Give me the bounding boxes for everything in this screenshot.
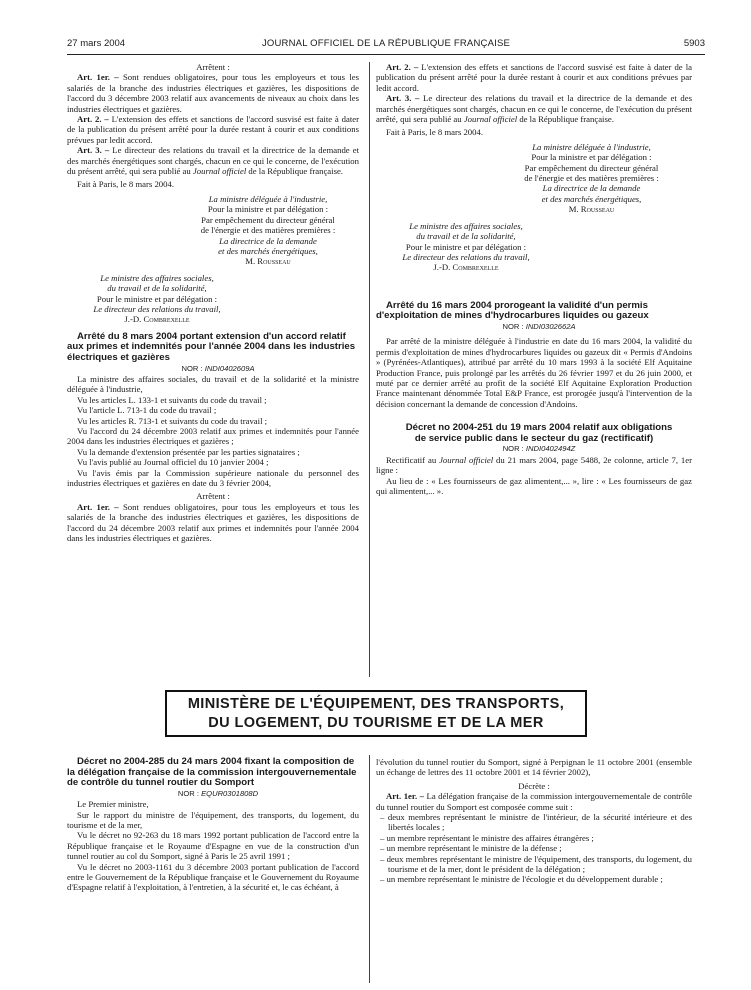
signature-line: de l'énergie et des matières premières : (200, 225, 336, 236)
running-header (67, 38, 705, 52)
signature-line: Le ministre des affaires sociales, (100, 272, 214, 283)
article-label: Art. 1er. – (77, 72, 119, 83)
signature-line: Le ministre des affaires sociales, (409, 220, 523, 231)
nor-code: EQUR0301808D (201, 788, 259, 798)
nor-label: NOR : (502, 321, 524, 331)
article-label: Art. 1er. – (77, 501, 119, 512)
nor-reference (376, 322, 692, 332)
list-item: – un membre représentant le ministre de l'écologie et du développement durable ; (380, 874, 663, 885)
signature-block-1 (177, 194, 359, 267)
nor-label: NOR : (502, 444, 524, 454)
vu-item: Vu les articles L. 133-1 et suivants du code du travail ; (77, 394, 267, 405)
nor-label: NOR : (181, 363, 203, 373)
signature-name: M. Rousseau (568, 204, 615, 215)
nor-label: NOR : (177, 788, 199, 798)
journal-name: Journal officiel (192, 166, 247, 177)
signature-line: Pour le ministre et par délégation : (96, 293, 218, 304)
decret-paragraph: Vu le décret no 2003-1161 du 3 décembre 2003 portant publication de l'accord entre le Gouvernement de la République française et le Gouvernement du Royaume d'Espagne relatif à l'exploitation, à l'entretien, à la sécurité et, le cas échéant, à (67, 861, 359, 893)
signature-block-1 (491, 142, 692, 215)
list-item: – un membre représentant le ministre des affaires étrangères ; (380, 832, 594, 843)
vu-item: Vu l'article L. 713-1 du code du travail ; (77, 405, 217, 416)
signature-line: de l'énergie et des matières premières : (524, 173, 659, 184)
signature-name: M. Rousseau (245, 256, 291, 267)
nor-reference (67, 364, 359, 374)
article-2 (376, 62, 692, 93)
signature-line: Par empêchement du directeur général (524, 162, 659, 173)
article-label: Art. 3. – (386, 93, 420, 104)
decret-paragraph: Le Premier ministre, (77, 799, 149, 810)
decret-title: Décret no 2004-285 du 24 mars 2004 fixant la composition de la délégation française de la commission intergouvernementale de contrôle du tunnel routier du Somport (67, 756, 357, 789)
decret-paragraph: Vu le décret no 92-263 du 18 mars 1992 portant publication de l'accord entre la République française et le Royaume d'Espagne en vue de la construction d'un tunnel routier au col du Somport, signé à Paris le 25 avril 1991 ; (67, 830, 359, 862)
article-label: Art. 3. – (77, 145, 110, 156)
arrete-body: Par arrêté de la ministre déléguée à l'industrie en date du 16 mars 2004, la validité du permis d'exploitation de mines d'hydrocarbures liquides ou gazeux dit « Permis d'Andoins » (Pyrénées-Atlantiques), attribué par arrêté du 10 mars 1993 à la société Elf Aquitaine Production France, puis prolongé par les arrêtés du 26 février 1997 et du 26 juin 2000, et muté par ce dernier arrêté au profit de la société Elf Aquitaine Exploration Production France maintenant dénommée Total E&P France, est prorogée jusqu'à l'intervention de la décision concernant la demande de concession d'Andoins. (376, 336, 692, 409)
column-divider-bottom (369, 755, 370, 983)
article-text: de la République française. (517, 114, 614, 125)
signature-line: Pour la ministre et par délégation : (207, 204, 329, 215)
text-span: du 21 mars 2004, page 5488, 2e colonne, article 7, 1er ligne : (376, 454, 692, 476)
decret-paragraph: Sur le rapport du ministre de l'équipement, des transports, du logement, du tourisme et de la mer, (67, 809, 359, 830)
right-column (376, 62, 692, 496)
text-span: Rectificatif au (386, 454, 440, 465)
journal-name: Journal officiel (439, 454, 494, 465)
signature-line: Le directeur des relations du travail, (93, 303, 221, 314)
left-column (67, 62, 359, 543)
article-text: Le directeur des relations du travail et la directrice de la demande et des marchés énergétiques sont chargés, chacun en ce qui le concerne, de l'exécution du présent arrêté, qui sera publié au (376, 93, 692, 125)
article-3 (67, 145, 359, 176)
article-text: Sont rendues obligatoires, pour tous les employeurs et tous les salariés de la branche des industries électriques et gazières, les dispositions de l'accord du 24 décembre 2003 relatif aux primes et indemnités pour l'année 2004 dans les industries électriques et gazières. (67, 501, 359, 544)
article-text: L'extension des effets et sanctions de l'accord susvisé est faite à dater de la publication du présent arrêté pour la durée restant à courir et aux conditions prévues par ledit accord. (67, 114, 359, 145)
article-text: Le directeur des relations du travail et la directrice de la demande et des marchés énergétiques sont chargés, chacun en ce qui le concerne, de l'exécution du présent arrêté, qui sera publié au (67, 145, 359, 177)
signature-line: La directrice de la demande (219, 235, 317, 246)
arrete-title: Arrêté du 16 mars 2004 prorogeant la validité d'un permis d'exploitation de mines d'hydrocarbures liquides ou gazeux (376, 299, 649, 322)
list-item: – un membre représentant le ministre de la défense ; (380, 843, 562, 854)
article-1 (67, 72, 359, 114)
vu-item: Vu les articles R. 713-1 et suivants du code du travail ; (77, 415, 268, 426)
delegation-members-list (376, 812, 692, 885)
signature-line: Pour la ministre et par délégation : (531, 152, 652, 163)
signature-line: Pour le ministre et par délégation : (405, 241, 527, 252)
header-rule (67, 54, 705, 55)
article-label: Art. 1er. – (386, 791, 424, 802)
article-text: L'extension des effets et sanctions de l'accord susvisé est faite à dater de la publication du présent arrêté pour la durée restant à courir et aux conditions prévues par ledit accord. (376, 62, 692, 93)
signature-line: Le directeur des relations du travail, (402, 251, 530, 262)
article-label: Art. 2. – (386, 62, 419, 72)
signature-line: du travail et de la solidarité, (107, 283, 207, 294)
rectificatif-correction: Au lieu de : « Les fournisseurs de gaz alimentent,... », lire : « Les fournisseurs de gaz qui alimentent,... ». (376, 475, 692, 496)
header-page-number: 5903 (683, 38, 705, 49)
fait-a-paris: Fait à Paris, le 8 mars 2004. (77, 179, 174, 190)
list-item: – deux membres représentant le ministre de l'intérieur, de la sécurité intérieure et des libertés locales ; (380, 812, 692, 833)
signature-name: J.-D. Combrexelle (124, 314, 190, 325)
signature-block-2 (67, 273, 247, 325)
article-text: de la République française. (246, 166, 343, 177)
bottom-left-column (67, 757, 359, 893)
decret-paragraph: l'évolution du tunnel routier du Somport, signé à Perpignan le 11 octobre 2001 (ensemble un échange de lettres des 11 octobre 2001 et 14 février 2002), (376, 757, 692, 778)
banner-line-1: MINISTÈRE DE L'ÉQUIPEMENT, DES TRANSPORTS, (187, 696, 565, 712)
rectificatif-text (376, 455, 692, 476)
header-journal-title: JOURNAL OFFICIEL DE LA RÉPUBLIQUE FRANÇAISE (261, 38, 511, 49)
signature-name: J.-D. Combrexelle (433, 262, 499, 273)
article-text: Sont rendues obligatoires, pour tous les employeurs et tous les salariés de la branche des industries électriques et gazières, les dispositions de l'accord du 3 décembre 2003 relatif aux avancements de niveaux au choix dans les industries électriques et gazières. (67, 72, 359, 114)
nor-reference (67, 789, 359, 799)
article-3 (376, 93, 692, 124)
column-divider (369, 62, 370, 677)
banner-line-2: DU LOGEMENT, DU TOURISME ET DE LA MER (208, 715, 544, 731)
decrete-label: Décrète : (518, 780, 550, 791)
arrete-intro: La ministre des affaires sociales, du travail et de la solidarité et la ministre déléguée à l'industrie, (67, 373, 359, 395)
bottom-right-column (376, 757, 692, 885)
nor-reference (376, 444, 692, 454)
ministry-banner (165, 690, 587, 737)
decret-title: Décret no 2004-251 du 19 mars 2004 relatif aux obligations de service public dans le secteur du gaz (rectificatif) (405, 422, 673, 444)
arretent-label: Arrêtent : (196, 62, 230, 72)
signature-line: et des marchés énergétiques, (541, 193, 642, 204)
nor-code: INDI0402494Z (525, 444, 576, 454)
signature-line: Par empêchement du directeur général (201, 214, 335, 225)
vu-item: Vu l'accord du 24 décembre 2003 relatif aux primes et indemnités pour l'année 2004 dans les industries électriques et gazières ; (67, 425, 359, 447)
article-1 (67, 502, 359, 544)
vu-item: Vu la demande d'extension présentée par les parties signataires ; (77, 446, 300, 457)
arrete-title: Arrêté du 8 mars 2004 portant extension d'un accord relatif aux primes et indemnités pour l'année 2004 dans les industries électriques et gazières (67, 330, 356, 363)
signature-line: et des marchés énergétiques, (218, 245, 318, 256)
header-date: 27 mars 2004 (67, 38, 126, 49)
signature-line: du travail et de la solidarité, (416, 231, 516, 242)
signature-block-2 (376, 221, 556, 273)
fait-a-paris: Fait à Paris, le 8 mars 2004. (386, 127, 483, 138)
journal-name: Journal officiel (463, 114, 518, 125)
list-item: – deux membres représentant le ministre de l'équipement, des transports, du logement, du tourisme et de la mer, dont le président de la délégation ; (380, 853, 692, 875)
signature-line: La ministre déléguée à l'industrie, (208, 193, 328, 204)
article-text: La délégation française de la commission intergouvernementale de contrôle du tunnel routier du Somport est composée comme suit : (376, 791, 693, 812)
article-1 (376, 791, 692, 812)
vu-item: Vu l'avis émis par la Commission supérieure nationale du personnel des industries électriques et gazières en date du 3 février 2004, (67, 467, 359, 488)
nor-code: INDI0302662A (525, 321, 576, 331)
nor-code: INDI0402609A (204, 363, 255, 373)
vu-item: Vu l'avis publié au Journal officiel du 10 janvier 2004 ; (77, 457, 269, 468)
arretent-label: Arrêtent : (196, 491, 230, 502)
signature-line: La ministre déléguée à l'industrie, (532, 141, 651, 152)
article-2 (67, 114, 359, 145)
article-label: Art. 2. – (77, 114, 109, 125)
signature-line: La directrice de la demande (542, 183, 641, 194)
